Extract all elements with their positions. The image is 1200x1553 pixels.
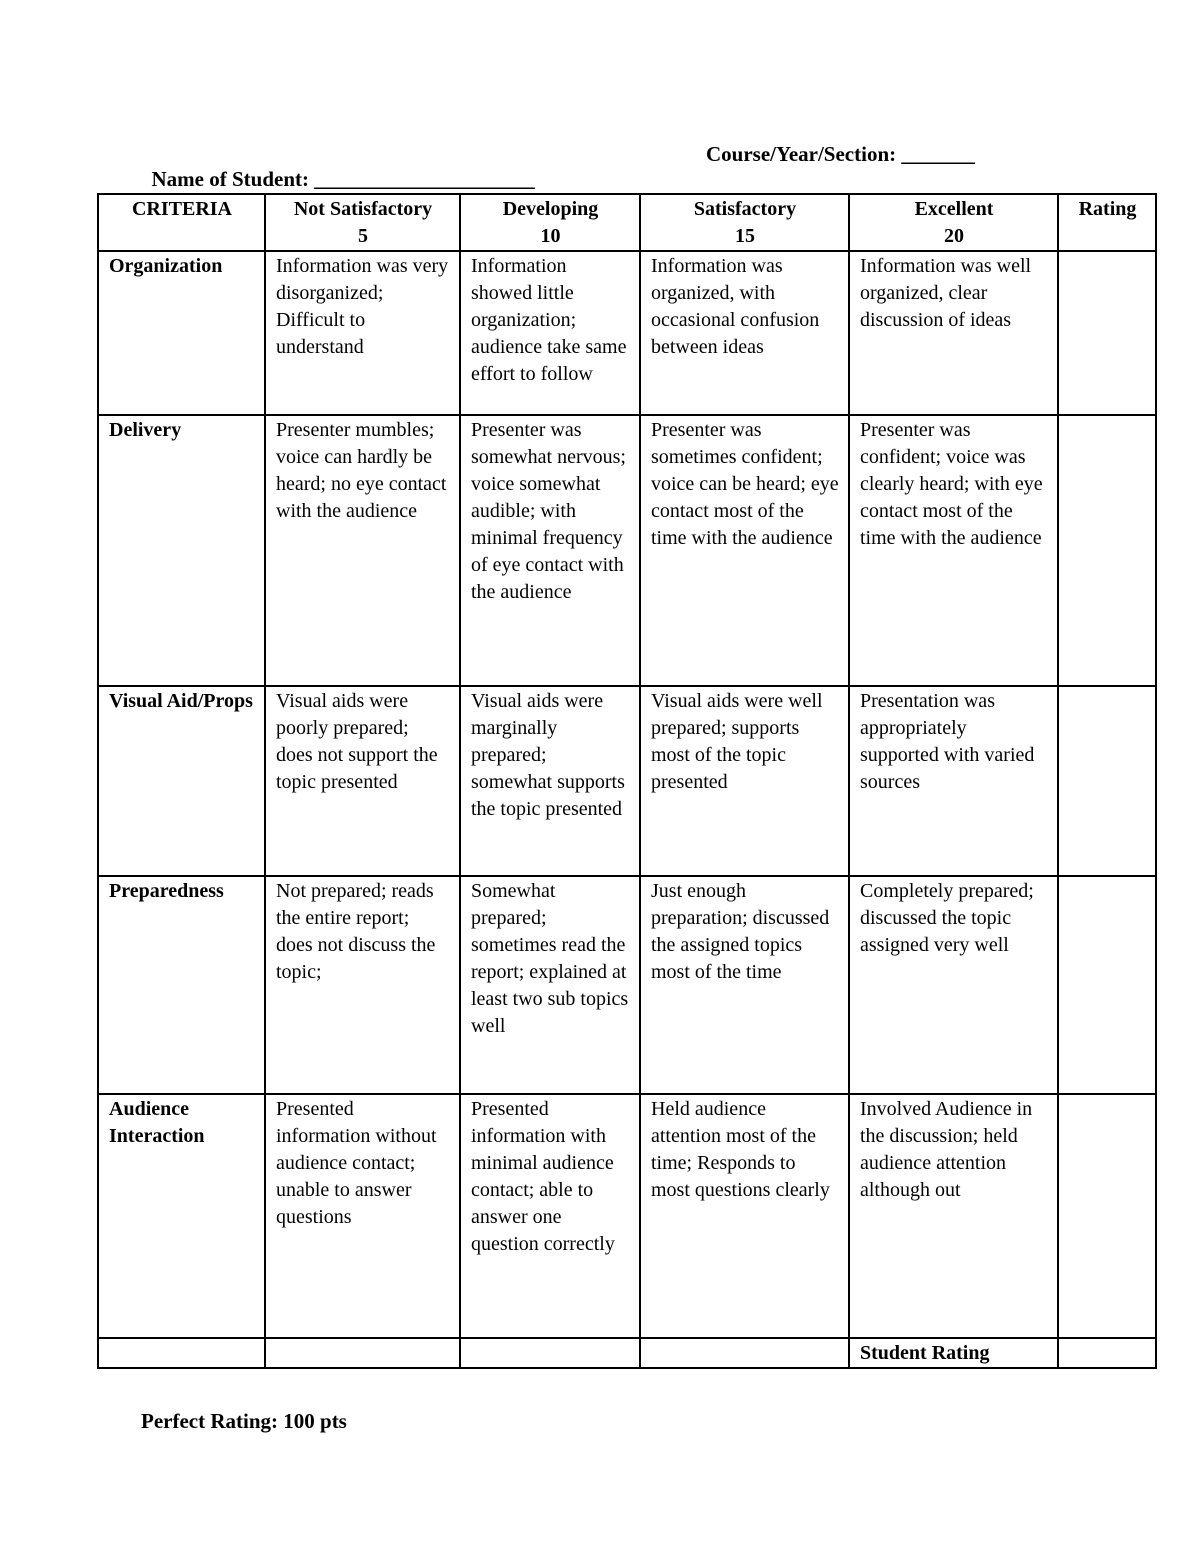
empty-cell	[640, 1338, 849, 1368]
empty-cell	[265, 1338, 460, 1368]
descriptor-cell: Completely prepared; discussed the topic assigned very well	[849, 876, 1058, 1094]
column-label: Satisfactory	[693, 198, 797, 220]
empty-cell	[98, 1338, 265, 1368]
descriptor-cell: Information was well organized, clear discussion of ideas	[849, 251, 1058, 415]
student-rating-total-cell[interactable]	[1058, 1338, 1156, 1368]
rating-cell[interactable]	[1058, 686, 1156, 876]
criterion-cell: Audience Interaction	[98, 1094, 265, 1338]
column-score: 10	[540, 225, 561, 247]
descriptor-cell: Just enough preparation; discussed the assigned topics most of the time	[640, 876, 849, 1094]
course-year-section-field[interactable]: Course/Year/Section: _______	[706, 142, 975, 166]
descriptor-cell: Information was organized, with occasional confusion between ideas	[640, 251, 849, 415]
descriptor-cell: Visual aids were well prepared; supports most of the topic presented	[640, 686, 849, 876]
descriptor-cell: Visual aids were marginally prepared; somewhat supports the topic presented	[460, 686, 640, 876]
developing-header	[460, 194, 640, 251]
rubric-table	[97, 193, 1157, 1369]
rating-cell[interactable]	[1058, 251, 1156, 415]
descriptor-cell: Presented information with minimal audience contact; able to answer one question correctly	[460, 1094, 640, 1338]
rating-cell[interactable]	[1058, 1094, 1156, 1338]
criterion-cell: Delivery	[98, 415, 265, 686]
criterion-cell: Visual Aid/Props	[98, 686, 265, 876]
rating-header	[1058, 194, 1156, 251]
criterion-cell: Organization	[98, 251, 265, 415]
perfect-rating-note: Perfect Rating: 100 pts	[141, 1409, 347, 1433]
row-audience-interaction	[98, 1094, 1156, 1338]
header-row	[98, 194, 1156, 251]
excellent-header	[849, 194, 1058, 251]
column-label: Not Satisfactory	[293, 198, 433, 220]
student-rating-label: Student Rating	[849, 1338, 1058, 1368]
criteria-header	[98, 194, 265, 251]
column-score: 5	[358, 225, 368, 247]
descriptor-cell: Presented information without audience contact; unable to answer questions	[265, 1094, 460, 1338]
criterion-cell: Preparedness	[98, 876, 265, 1094]
not-satisfactory-header	[265, 194, 460, 251]
column-label: Developing	[502, 198, 599, 220]
descriptor-cell: Involved Audience in the discussion; held audience attention although out	[849, 1094, 1058, 1338]
column-score: 15	[735, 225, 755, 247]
descriptor-cell: Presenter mumbles; voice can hardly be heard; no eye contact with the audience	[265, 415, 460, 686]
rating-cell[interactable]	[1058, 415, 1156, 686]
descriptor-cell: Not prepared; reads the entire report; does not discuss the topic;	[265, 876, 460, 1094]
column-label: CRITERIA	[131, 198, 233, 220]
descriptor-cell: Visual aids were poorly prepared; does not support the topic presented	[265, 686, 460, 876]
student-rating-row	[98, 1338, 1156, 1368]
descriptor-cell: Information showed little organization; audience take same effort to follow	[460, 251, 640, 415]
descriptor-cell: Presenter was somewhat nervous; voice somewhat audible; with minimal frequency of eye contact with the audience	[460, 415, 640, 686]
row-visual-aid-props	[98, 686, 1156, 876]
empty-cell	[460, 1338, 640, 1368]
descriptor-cell: Somewhat prepared; sometimes read the report; explained at least two sub topics well	[460, 876, 640, 1094]
column-score: 20	[944, 225, 964, 247]
row-delivery	[98, 415, 1156, 686]
descriptor-cell: Presentation was appropriately supported with varied sources	[849, 686, 1058, 876]
descriptor-cell: Presenter was sometimes confident; voice can be heard; eye contact most of the time with the audience	[640, 415, 849, 686]
row-organization	[98, 251, 1156, 415]
row-preparedness	[98, 876, 1156, 1094]
descriptor-cell: Presenter was confident; voice was clearly heard; with eye contact most of the time with the audience	[849, 415, 1058, 686]
column-label: Excellent	[914, 198, 994, 220]
name-of-student-field[interactable]: Name of Student: _____________________	[151, 167, 535, 191]
satisfactory-header	[640, 194, 849, 251]
rating-cell[interactable]	[1058, 876, 1156, 1094]
descriptor-cell: Held audience attention most of the time; Responds to most questions clearly	[640, 1094, 849, 1338]
column-label: Rating	[1078, 198, 1137, 220]
descriptor-cell: Information was very disorganized; Difficult to understand	[265, 251, 460, 415]
